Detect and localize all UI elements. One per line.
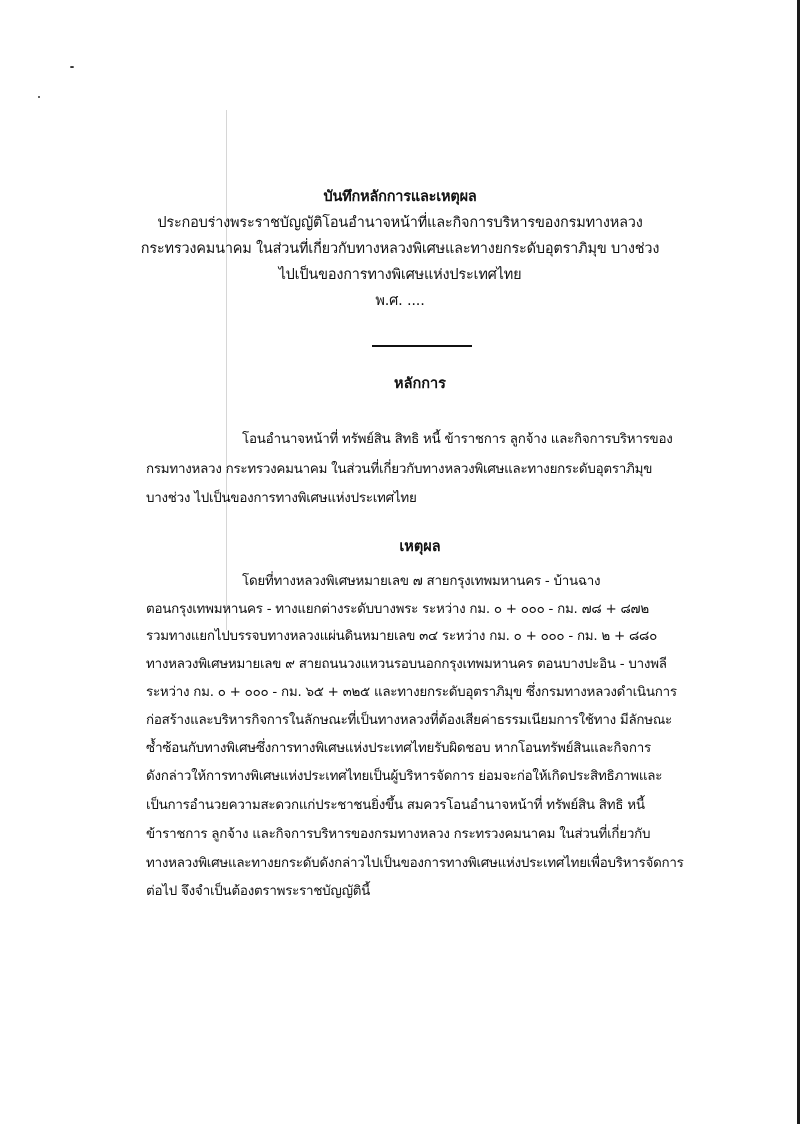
principle-line: กรมทางหลวง กระทรวงคมนาคม ในส่วนที่เกี่ยวกับทางหลวงพิเศษและทางยกระดับอุตราภิมุข	[146, 462, 653, 477]
title-line-2: ประกอบร่างพระราชบัญญัติโอนอำนาจหน้าที่และกิจการบริหารของกรมทางหลวง	[157, 215, 643, 231]
reason-line: ทางหลวงพิเศษและทางยกระดับดังกล่าวไปเป็นของการทางพิเศษแห่งประเทศไทยเพื่อบริหารจัดการ	[146, 856, 684, 871]
principle-line: โอนอำนาจหน้าที่ ทรัพย์สิน สิทธิ หนี้ ข้าราชการ ลูกจ้าง และกิจการบริหารของ	[242, 432, 673, 447]
scan-speck	[38, 96, 40, 98]
reason-line: รวมทางแยกไปบรรจบทางหลวงแผ่นดินหมายเลข ๓๔ ระหว่าง กม. ๐ + ๐๐๐ - กม. ๒ + ๘๘๐	[146, 629, 658, 644]
reason-line: ระหว่าง กม. ๐ + ๐๐๐ - กม. ๖๕ + ๓๒๕ และทางยกระดับอุตราภิมุข ซึ่งกรมทางหลวงดำเนินการ	[146, 685, 677, 700]
reason-line: ข้าราชการ ลูกจ้าง และกิจการบริหารของกรมทางหลวง กระทรวงคมนาคม ในส่วนที่เกี่ยวกับ	[146, 827, 651, 842]
reason-line: ทางหลวงพิเศษหมายเลข ๙ สายถนนวงแหวนรอบนอกกรุงเทพมหานคร ตอนบางปะอิน - บางพลี	[146, 657, 667, 672]
scan-speck	[70, 66, 74, 68]
reason-line: ต่อไป จึงจำเป็นต้องตราพระราชบัญญัตินี้	[146, 884, 371, 899]
reason-line: ซ้ำซ้อนกับทางพิเศษซึ่งการทางพิเศษแห่งประเทศไทยรับผิดชอบ หากโอนทรัพย์สินและกิจการ	[146, 741, 651, 756]
principle-heading: หลักการ	[394, 376, 446, 392]
document-title	[120, 184, 680, 314]
title-line-4: ไปเป็นของการทางพิเศษแห่งประเทศไทย	[278, 267, 522, 283]
title-divider	[372, 345, 472, 347]
reason-line: โดยที่ทางหลวงพิเศษหมายเลข ๗ สายกรุงเทพมหานคร - บ้านฉาง	[242, 574, 601, 589]
reason-line: เป็นการอำนวยความสะดวกแก่ประชาชนยิ่งขึ้น สมควรโอนอำนาจหน้าที่ ทรัพย์สิน สิทธิ หนี้	[146, 798, 645, 813]
principle-line: บางช่วง ไปเป็นของการทางพิเศษแห่งประเทศไทย	[146, 491, 417, 506]
title-year: พ.ศ. ....	[375, 293, 425, 309]
reason-heading: เหตุผล	[399, 539, 441, 555]
title-line-3: กระทรวงคมนาคม ในส่วนที่เกี่ยวกับทางหลวงพิเศษและทางยกระดับอุตราภิมุข บางช่วง	[140, 241, 660, 257]
reason-line: ก่อสร้างและบริหารกิจการในลักษณะที่เป็นทางหลวงที่ต้องเสียค่าธรรมเนียมการใช้ทาง มีลักษณะ	[146, 713, 672, 728]
reason-line: ดังกล่าวให้การทางพิเศษแห่งประเทศไทยเป็นผู้บริหารจัดการ ย่อมจะก่อให้เกิดประสิทธิภาพและ	[146, 769, 663, 784]
reason-line: ตอนกรุงเทพมหานคร - ทางแยกต่างระดับบางพระ ระหว่าง กม. ๐ + ๐๐๐ - กม. ๗๘ + ๘๗๒	[146, 602, 649, 617]
title-main: บันทึกหลักการและเหตุผล	[323, 189, 477, 205]
